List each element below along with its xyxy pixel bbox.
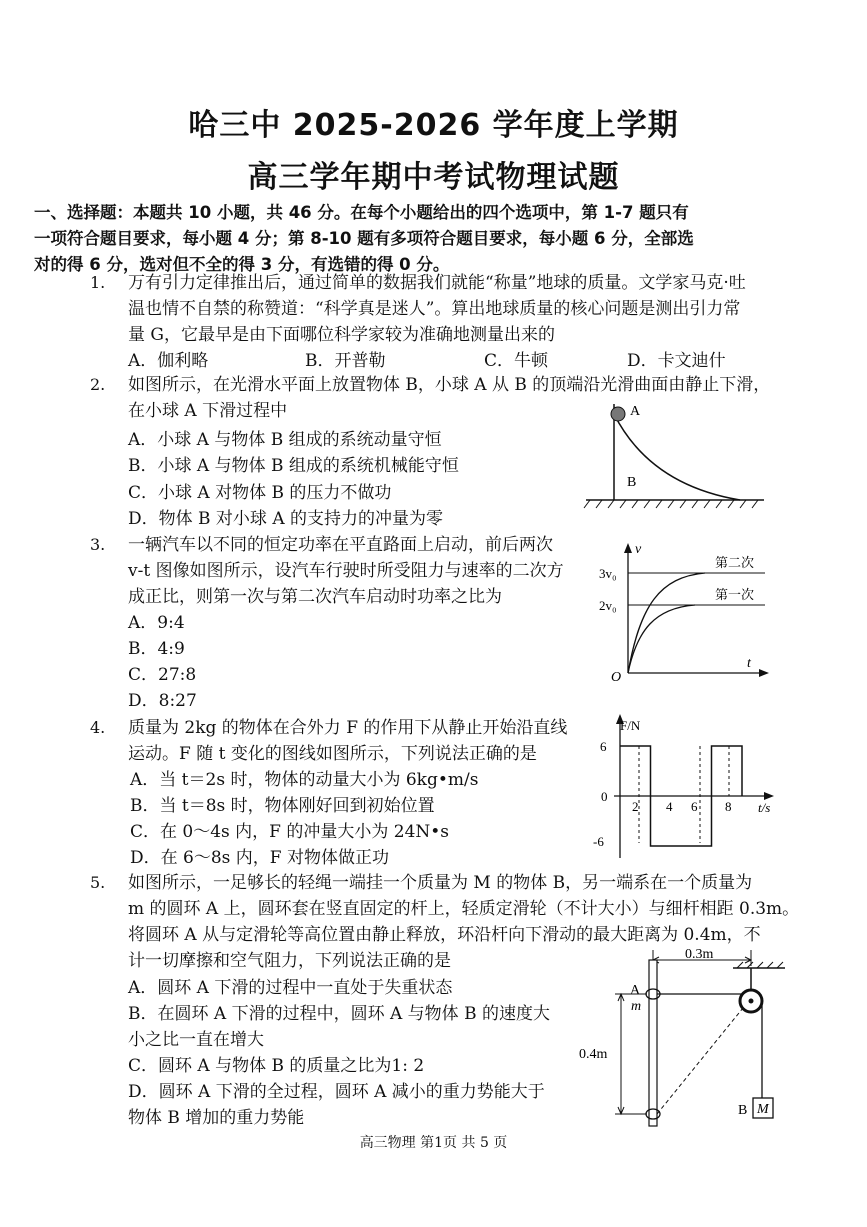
question-number-4: 4. xyxy=(90,718,106,737)
q5-option-b-cont: 小之比一直在增大 xyxy=(128,1030,264,1050)
question-3-text xyxy=(128,532,564,610)
q4-option-c: C．在 0～4s 内，F 的冲量大小为 24N•s xyxy=(130,822,450,842)
q3-option-a: A．9:4 xyxy=(128,613,185,633)
ball-a xyxy=(611,407,625,421)
page-footer: 高三物理 第1页 共 5 页 xyxy=(359,1135,508,1151)
section-1-instructions xyxy=(34,200,834,278)
text-line: 温也情不自禁的称赞道：“科学真是迷人”。算出地球质量的核心问题是测出引力常 xyxy=(128,299,741,319)
t-axis-arrow xyxy=(759,669,769,677)
question-4-text xyxy=(128,715,567,767)
q1-option-c: C．牛顿 xyxy=(484,351,549,371)
instruction-line: 对的得 6 分，选对但不全的得 3 分，有选错的得 0 分。 xyxy=(34,255,450,274)
q1-option-d: D．卡文迪什 xyxy=(627,351,726,371)
q5-option-b: B．在圆环 A 下滑的过程中，圆环 A 与物体 B 的速度大 xyxy=(128,1004,550,1024)
q3-option-c: C．27:8 xyxy=(128,665,197,685)
text-line: 量 G，它最早是由下面哪位科学家较为准确地测量出来的 xyxy=(128,325,555,345)
question-number-1: 1. xyxy=(90,273,106,292)
label-mass-m: m xyxy=(631,999,642,1014)
question-number-2: 2. xyxy=(90,375,106,394)
q4-option-a: A．当 t＝2s 时，物体的动量大小为 6kg•m/s xyxy=(130,770,479,790)
q3-option-b: B．4:9 xyxy=(128,639,185,659)
text-line: 如图所示，一足够长的轻绳一端挂一个质量为 M 的物体 B，另一端系在一个质量为 xyxy=(128,873,753,893)
tick-2v0: 2v₀ xyxy=(599,598,617,613)
text-line: 如图所示，在光滑水平面上放置物体 B，小球 A 从 B 的顶端沿光滑曲面由静止下滑， xyxy=(128,375,771,395)
label-0-4m: 0.4m xyxy=(579,1047,608,1062)
q1-option-b: B．开普勒 xyxy=(305,351,386,371)
x-tick-label: 6 xyxy=(691,799,698,814)
q4-ft-chart xyxy=(590,708,785,866)
text-line: 将圆环 A 从与定滑轮等高位置由静止释放，环沿杆向下滑动的最大距离为 0.4m，不 xyxy=(128,925,761,945)
text-line: v-t 图像如图所示，设汽车行驶时所受阻力与速率的二次方 xyxy=(128,561,564,581)
v-axis-label: v xyxy=(635,542,642,557)
pulley-axle xyxy=(749,999,754,1004)
text-line: 质量为 2kg 的物体在合外力 F 的作用下从静止开始沿直线 xyxy=(128,718,568,738)
q2-option-a: A．小球 A 与物体 B 组成的系统动量守恒 xyxy=(128,430,442,450)
y-tick-label: 6 xyxy=(600,739,607,754)
label-0-3m: 0.3m xyxy=(685,947,714,962)
question-1-text xyxy=(128,270,746,348)
q3-option-d: D．8:27 xyxy=(128,691,197,711)
vertical-rod xyxy=(649,960,657,1126)
curve-first-run xyxy=(628,605,695,673)
q2-option-c: C．小球 A 对物体 B 的压力不做功 xyxy=(128,483,392,503)
text-line: 在小球 A 下滑过程中 xyxy=(128,401,288,421)
instruction-line: 一、选择题：本题共 10 小题，共 46 分。在每个小题给出的四个选项中，第 1-7 题只有 xyxy=(34,203,689,222)
text-line: 成正比，则第一次与第二次汽车启动时功率之比为 xyxy=(128,587,502,607)
x-tick-label: 8 xyxy=(725,799,732,814)
v-axis-arrow xyxy=(624,543,632,553)
title-line-2: 高三学年期中考试物理试题 xyxy=(247,160,620,195)
f-axis-label: F/N xyxy=(620,718,641,733)
y-tick-label: 0 xyxy=(601,789,608,804)
y-tick-label: -6 xyxy=(593,834,604,849)
q4-option-d: D．在 6～8s 内，F 对物体做正功 xyxy=(130,848,389,868)
x-tick-label: 2 xyxy=(632,799,639,814)
text-line: m 的圆环 A 上，圆环套在竖直固定的杆上，轻质定滑轮（不计大小）与细杆相距 0.3m。 xyxy=(128,899,800,919)
q5-option-d: D．圆环 A 下滑的全过程，圆环 A 减小的重力势能大于 xyxy=(128,1082,545,1102)
text-line: 运动。F 随 t 变化的图线如图所示，下列说法正确的是 xyxy=(128,744,537,764)
instruction-line: 一项符合题目要求，每小题 4 分；第 8-10 题有多项符合题目要求，每小题 6 分，全部选 xyxy=(34,229,694,248)
title-line-1: 哈三中 2025-2026 学年度上学期 xyxy=(188,108,679,143)
label-mass-big-m: M xyxy=(757,1102,769,1117)
t-axis-label: t xyxy=(747,656,751,671)
question-number-5: 5. xyxy=(90,873,106,892)
time-axis-label: t/s xyxy=(758,800,771,815)
text-line: 一辆汽车以不同的恒定功率在平直路面上启动，前后两次 xyxy=(128,535,553,555)
q5-figure xyxy=(575,946,785,1128)
time-axis-arrow xyxy=(764,792,774,800)
q3-vt-figure xyxy=(595,535,775,685)
q2-option-b: B．小球 A 与物体 B 组成的系统机械能守恒 xyxy=(128,456,459,476)
label-ring-a: A xyxy=(630,983,641,998)
label-block-b: B xyxy=(738,1103,748,1118)
q5-option-d-cont: 物体 B 增加的重力势能 xyxy=(128,1108,305,1128)
q2-option-d: D．物体 B 对小球 A 的支持力的冲量为零 xyxy=(128,509,444,529)
label-second-run: 第二次 xyxy=(715,555,755,570)
ground-hatching xyxy=(584,500,758,508)
q1-option-a: A．伽利略 xyxy=(128,351,209,371)
tick-3v0: 3v₀ xyxy=(599,566,617,581)
q2-figure xyxy=(580,400,770,518)
origin-label: O xyxy=(611,670,622,685)
question-number-3: 3. xyxy=(90,535,106,554)
q4-option-b: B．当 t＝8s 时，物体刚好回到初始位置 xyxy=(130,796,435,816)
x-tick-label: 4 xyxy=(666,799,673,814)
q5-option-c: C．圆环 A 与物体 B 的质量之比为1: 2 xyxy=(128,1056,425,1076)
text-line: 万有引力定律推出后，通过简单的数据我们就能“称量”地球的质量。文学家马克·吐 xyxy=(128,273,746,293)
label-first-run: 第一次 xyxy=(715,587,755,602)
q5-option-a: A．圆环 A 下滑的过程中一直处于失重状态 xyxy=(128,978,453,998)
rope-final-dashed xyxy=(657,1008,743,1114)
label-block-b: B xyxy=(627,475,637,490)
text-line: 计一切摩擦和空气阻力，下列说法正确的是 xyxy=(128,951,451,971)
curve-second-run xyxy=(628,573,705,673)
guide-lines xyxy=(639,746,729,843)
label-ball-a: A xyxy=(630,404,641,419)
ceiling-hatching xyxy=(737,962,783,968)
